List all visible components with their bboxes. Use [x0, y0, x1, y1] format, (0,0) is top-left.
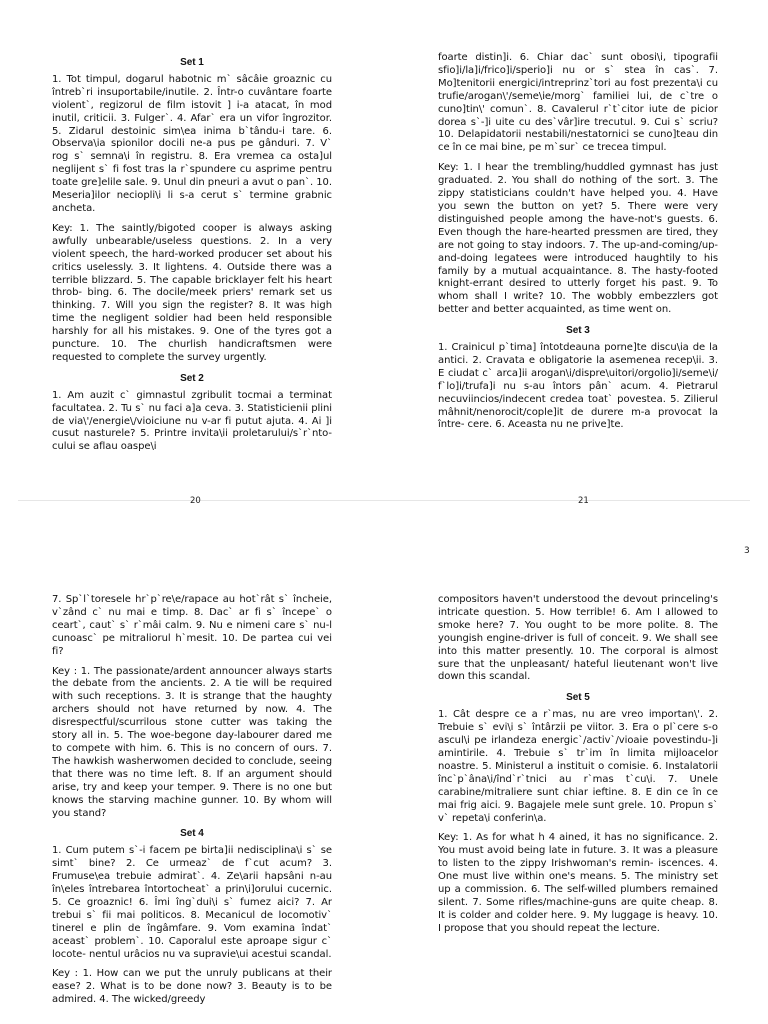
set-3-continued-text: 7. Sp`l`toresele hr`p`re\e/rapace au hot`rât s` încheie, v`zând c` nu mai e timp. 8. Dac` ar fi s` începe` o ceart`, caut` s` r`mâi calm. 9. Nu e nimeni care s` nu-l cunoasc` pe mitraliorul h`mesit. 10. De partea cui vei fi?	[52, 594, 332, 657]
set-1-title: Set 1	[180, 57, 204, 68]
page-20-column	[52, 0, 332, 461]
set-4-title: Set 4	[180, 828, 204, 840]
set-2-continued-text: foarte distin]i. 6. Chiar dac` sunt obosi\i, tipografii sfio]i/la]i/frico]i/sperio]i nu or s` stea în cas`. 7. Mo]tenitorii energici/intreprinz`tori au fost prezenta\i cu trufie/arogan\'/semе\ie/morg` familiei lui, de c`tre o cuno]tin\' comun`. 8. Cavalerul r`t`citor iute de picior dorea s`-]i uite cu des`vâr]ire trecutul. 9. Cui s` scriu? 10. Delapidatorii nestabili/nestatornici se cuno]teau din ce în ce mai bine, pe m`sur` ce trecea timpul.	[438, 52, 718, 154]
set-5-title: Set 5	[566, 692, 590, 704]
set-4-key-text: Key : 1. How can we put the unruly publicans at their ease? 2. What is to be done now? 3. Beauty is to be admired. 4. The wicked/greedy	[52, 968, 332, 1006]
set-3-title: Set 3	[566, 325, 590, 337]
bottom-spread	[18, 522, 750, 1022]
top-spread	[18, 0, 750, 506]
set-1-romanian-text: 1. Tot timpul, dogarul habotnic m` sâcâie groaznic cu întreb`ri insuportabile/inutile. 2. Într-o cuvântare foarte violent`, regizorul de film istovit ] i-a atacat, în mod inutil, criticii. 3. Fulger`. 4. Afar` era un vifor îngrozitor. 5. Zidarul destoinic sim\ea inima b`tându-i tare. 6. Observa\ia spionilor docili ne-a pus pe gânduri. 7. V` rog s` semna\i în registru. 8. Era vremea ca osta]ul neglijent s` fi fost tras la r`spundere cu asprime pentru toate gre]elile sale. 9. Unul din pneuri a avut o pan`. 10. Meseria]ilor neciopli\i li s-a cerut s` termine grabnic ancheta.	[52, 73, 332, 214]
set-2-key-text: Key: 1. I hear the trembling/huddled gymnast has just graduated. 2. You shall do nothing of the sort. 3. The zippy statisticians couldn't have helped you. 4. Have you sewn the button on yet? 5. There were very distinguished people among the have-not's guests. 6. Even though the hare-hearted pressmen are tired, they are not going to stay indoors. 7. The up-and-coming/up-and-doing legatees were introduced haughtily to his family by a mutual acquaintance. 8. The hasty-footed knight-errant desired to utterly forget his past. 9. To whom shall I write? 10. The wobbly embezzlers got better and better acquainted, as time went on.	[438, 162, 718, 316]
set-5-romanian-text: 1. Cât despre ce a r`mas, nu are vreo importan\'. 2. Trebuie s` evi\i s` întârzii pe viitor. 3. Era o pl`cere s-o ascul\i pe irlandeza energic`/activ`/vioaie povestindu-]i amintirile. 4. Trebuie s` tr`im în limita mijloacelor noastre. 5. Ministerul a instituit o comisie. 6. Instalatorii înc`p`âna\i/înd`r`tnici au r`mas t`cu\i. 7. Unele carabine/mitraliere sunt chiar ieftine. 8. E din ce în ce mai frig aici. 9. Bagajele mele sunt grele. 10. Propun s` v` repeta\i conferin\a.	[438, 709, 718, 824]
set-3-romanian-text: 1. Crainicul p`tima] întotdeauna porne]te discu\ia de la antici. 2. Cravata e obligatorie la asemenea recep\ii. 3. E ciudat c` arca]ii arogan\i/dispre\uitori/orgolio]i/seme\i/ f`lo]i/trufa]i nu s-au întors pân` acum. 4. Pietrarul necuviincios/indecent credea toat` povestea. 5. Zilierul mâhnit/nenorocit/cople]it de durere m-a provocat la între- cere. 6. Aceasta nu ne prive]te.	[438, 342, 718, 431]
set-2-romanian-text: 1. Am auzit c` gimnastul zgribulit tocmai a terminat facultatea. 2. Tu s` nu faci a]a ceva. 3. Statisticienii plini de via\'/energie\/vioiciune nu v-ar fi putut ajuta. 4. Ai ]i cusut nasturele? 5. Printre invita\ii proletarului/s`r`nto- cului se aflau oaspe\i	[52, 389, 332, 453]
page-number-21: 21	[578, 496, 589, 506]
bottom-right-column	[438, 522, 718, 943]
sheet-number: 3	[744, 546, 750, 556]
bottom-left-column	[52, 522, 332, 1014]
page-number-20: 20	[190, 496, 201, 506]
set-1-key-text: Key: 1. The saintly/bigoted cooper is always asking awfully unbearable/useless questions. 2. In a very violent speech, the hard-worked producer set about his critics uselessly. 3. It lightens. 4. Outside there was a terrible blizzard. 5. The capable bricklayer felt his heart throb- bing. 6. The docile/meek priers' remark set us thinking. 7. Will you sign the register? 8. It was high time the negligent soldier had been held responsible harshly for all his mistakes. 9. One of the tyres got a puncture. 10. The churlish handicraftsmen were requested to complete the survey urgently.	[52, 222, 332, 363]
set-2-title: Set 2	[180, 372, 204, 384]
set-5-key-text: Key: 1. As for what h 4 ained, it has no significance. 2. You must avoid being late in future. 3. It was a pleasure to listen to the zippy Irishwoman's remin- iscences. 4. One must live within one's means. 5. The ministry set up a commission. 6. The self-willed plumbers remained silent. 7. Some rifles/machine-guns are quite cheap. 8. It is colder and colder here. 9. My luggage is heavy. 10. I propose that you should repeat the lecture.	[438, 832, 718, 934]
set-3-key-text: Key : 1. The passionate/ardent announcer always starts the debate from the ancients. 2. A tie will be required with such receptions. 3. It is strange that the haughty archers should not have returned by now. 4. The disrespectful/scurrilous stone cutter was taking the story all in. 5. The woe-begone day-labourer dared me to compete with him. 6. This is no concern of ours. 7. The hawkish washerwomen decided to conclude, seeing that there was no time left. 8. If an argument should arise, try and keep your temper. 9. There is no one but knows the starving machine gunner. 10. By whom will you stand?	[52, 665, 332, 819]
page-21-column	[438, 0, 718, 439]
set-4-romanian-text: 1. Cum putem s`-i facem pe birta]ii nedisciplina\i s` se simt` bine? 2. Ce urmeaz` de f`cut acum? 3. Frumuse\ea trebuie admirat`. 4. Ze\arii hapsâni n-au în\eles întrebarea întortocheat` a prin\i]orului cucernic. 5. Ce groaznic! 6. Îmi îng`dui\i s` fumez aici? 7. Ar trebui s` fii mai politicos. 8. Mecanicul de locomotiv` tinerel e plin de îngâmfare. 9. Vom examina îndat` aceast` problem`. 10. Caporalul este aproape sigur c` locote- nentul urâcios nu va supravie\ui acestui scandal.	[52, 845, 332, 960]
set-4-continued-text: compositors haven't understood the devout princeling's intricate question. 5. How terrible! 6. Am I allowed to smoke here? 7. You ought to be more polite. 8. The youngish engine-driver is full of conceit. 9. We shall see into this matter presently. 10. The corporal is almost sure that the unpleasant/ hateful lieutenant won't live down this scandal.	[438, 594, 718, 683]
